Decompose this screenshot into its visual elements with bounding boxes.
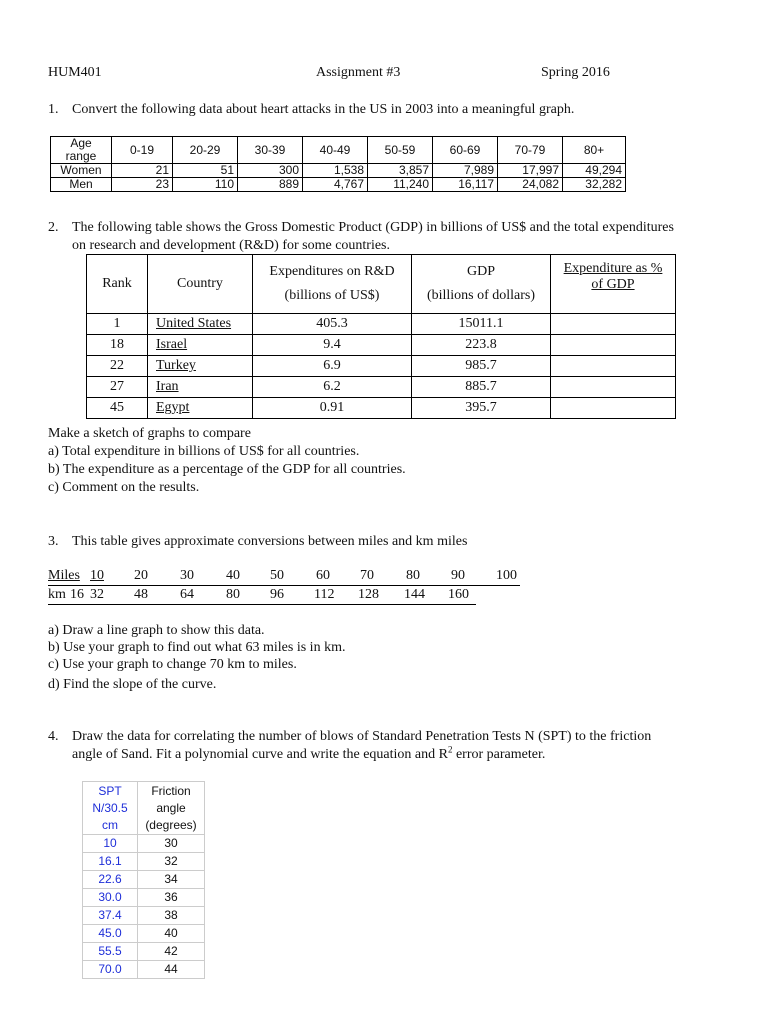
miles-value: 60 <box>316 568 330 583</box>
term: Spring 2016 <box>541 65 610 80</box>
header-age-8: 80+ <box>563 137 626 164</box>
friction-cell: 30 <box>138 835 205 853</box>
pct-gdp-cell <box>551 335 676 356</box>
miles-value: 100 <box>496 568 517 583</box>
friction-cell: 38 <box>138 907 205 925</box>
table-cell: 3,857 <box>368 164 433 178</box>
col-rank: Rank <box>87 255 148 314</box>
heart-attack-table <box>50 136 626 192</box>
spt-cell: 37.4 <box>83 907 138 925</box>
spt-friction-table <box>82 781 205 979</box>
miles-value: 20 <box>134 568 148 583</box>
spt-cell: 55.5 <box>83 943 138 961</box>
table-row <box>83 907 205 925</box>
q3-item-c: c) Use your graph to change 70 km to miles. <box>48 657 297 672</box>
expenditure-cell: 6.2 <box>253 377 412 398</box>
miles-km-table <box>48 567 520 605</box>
spt-cell: 16.1 <box>83 853 138 871</box>
q4-line1: Draw the data for correlating the number of blows of Standard Penetration Tests N (SPT) to the friction <box>72 729 652 744</box>
miles-label: Miles <box>48 568 80 583</box>
table-cell: 17,997 <box>498 164 563 178</box>
table-cell: 1,538 <box>303 164 368 178</box>
country-name: United States <box>156 316 232 331</box>
country-cell <box>148 335 253 356</box>
expenditure-cell: 6.9 <box>253 356 412 377</box>
table-row <box>87 398 676 419</box>
country-name: Turkey <box>156 358 196 373</box>
q3-text: This table gives approximate conversions between miles and km miles <box>72 534 468 549</box>
country-name: Egypt <box>156 400 190 415</box>
miles-value: 70 <box>360 568 374 583</box>
q2-line2: on research and development (R&D) for some countries. <box>72 238 391 253</box>
miles-value: 30 <box>180 568 194 583</box>
q3-number: 3. <box>48 534 59 549</box>
km-value: 160 <box>448 587 469 602</box>
km-value: 96 <box>270 587 284 602</box>
table-cell: 889 <box>238 178 303 192</box>
table-row <box>87 356 676 377</box>
q3-item-b: b) Use your graph to find out what 63 miles is in km. <box>48 640 346 655</box>
header-friction: Friction angle (degrees) <box>138 782 205 835</box>
header-age-6: 60-69 <box>433 137 498 164</box>
spt-cell: 30.0 <box>83 889 138 907</box>
header-age-7: 70-79 <box>498 137 563 164</box>
header-age-1: 0-19 <box>112 137 173 164</box>
header-spt: SPT N/30.5 cm <box>83 782 138 835</box>
rank-cell: 22 <box>87 356 148 377</box>
course-code: HUM401 <box>48 65 102 80</box>
gdp-cell: 395.7 <box>412 398 551 419</box>
friction-cell: 36 <box>138 889 205 907</box>
km-value: 16 <box>70 587 84 602</box>
table-row <box>83 871 205 889</box>
table-row <box>83 961 205 979</box>
km-value: 80 <box>226 587 240 602</box>
miles-value: 90 <box>451 568 465 583</box>
header-age-3: 30-39 <box>238 137 303 164</box>
table-cell: 32,282 <box>563 178 626 192</box>
rank-cell: 1 <box>87 314 148 335</box>
miles-row <box>48 567 520 586</box>
q3-item-a: a) Draw a line graph to show this data. <box>48 623 265 638</box>
col-pct-gdp: Expenditure as % of GDP <box>551 255 676 314</box>
table-cell: 24,082 <box>498 178 563 192</box>
expenditure-cell: 405.3 <box>253 314 412 335</box>
header-age-2: 20-29 <box>173 137 238 164</box>
table-cell: 300 <box>238 164 303 178</box>
gdp-cell: 985.7 <box>412 356 551 377</box>
km-value: 32 <box>90 587 104 602</box>
km-value: 48 <box>134 587 148 602</box>
rank-cell: 27 <box>87 377 148 398</box>
friction-cell: 44 <box>138 961 205 979</box>
country-name: Iran <box>156 379 179 394</box>
km-value: 112 <box>314 587 335 602</box>
pct-gdp-cell <box>551 377 676 398</box>
table-row <box>87 314 676 335</box>
table-cell: 23 <box>112 178 173 192</box>
table-cell: 4,767 <box>303 178 368 192</box>
rank-cell: 18 <box>87 335 148 356</box>
expenditure-cell: 9.4 <box>253 335 412 356</box>
header-age-range: Age range <box>51 137 112 164</box>
table-cell: 11,240 <box>368 178 433 192</box>
col-gdp: GDP (billions of dollars) <box>412 255 551 314</box>
spt-cell: 70.0 <box>83 961 138 979</box>
km-label: km <box>48 587 66 602</box>
gdp-table <box>86 254 676 419</box>
country-cell <box>148 356 253 377</box>
friction-cell: 34 <box>138 871 205 889</box>
table-cell: 21 <box>112 164 173 178</box>
pct-gdp-cell <box>551 356 676 377</box>
q2-item-b: b) The expenditure as a percentage of the GDP for all countries. <box>48 462 406 477</box>
km-value: 64 <box>180 587 194 602</box>
table-cell: 110 <box>173 178 238 192</box>
q3-item-d: d) Find the slope of the curve. <box>48 677 217 692</box>
miles-value: 50 <box>270 568 284 583</box>
q4-line2: angle of Sand. Fit a polynomial curve and write the equation and $R^2$ error parameter. <box>72 744 546 762</box>
header-age-5: 50-59 <box>368 137 433 164</box>
col-expenditure: Expenditures on R&D (billions of US$) <box>253 255 412 314</box>
q2-intro: Make a sketch of graphs to compare <box>48 426 251 441</box>
spt-cell: 10 <box>83 835 138 853</box>
rank-cell: 45 <box>87 398 148 419</box>
table-cell: 51 <box>173 164 238 178</box>
friction-cell: 42 <box>138 943 205 961</box>
table-cell: 7,989 <box>433 164 498 178</box>
row-label: Women <box>51 164 112 178</box>
col-country: Country <box>148 255 253 314</box>
gdp-cell: 223.8 <box>412 335 551 356</box>
q1-number: 1. <box>48 102 59 117</box>
q1-text: Convert the following data about heart attacks in the US in 2003 into a meaningful graph. <box>72 102 575 117</box>
table-row <box>87 335 676 356</box>
table-row <box>83 835 205 853</box>
gdp-cell: 885.7 <box>412 377 551 398</box>
table-row <box>83 943 205 961</box>
country-name: Israel <box>156 337 188 352</box>
table-row <box>87 377 676 398</box>
q2-line1: The following table shows the Gross Domestic Product (GDP) in billions of US$ and the total expenditures <box>72 220 674 235</box>
friction-cell: 40 <box>138 925 205 943</box>
row-label: Men <box>51 178 112 192</box>
q2-number: 2. <box>48 220 59 235</box>
gdp-cell: 15011.1 <box>412 314 551 335</box>
friction-cell: 32 <box>138 853 205 871</box>
country-cell <box>148 377 253 398</box>
km-value: 144 <box>404 587 425 602</box>
country-cell <box>148 314 253 335</box>
country-cell <box>148 398 253 419</box>
miles-value: 10 <box>90 568 104 583</box>
table-cell: 16,117 <box>433 178 498 192</box>
spt-cell: 22.6 <box>83 871 138 889</box>
q2-item-a: a) Total expenditure in billions of US$ for all countries. <box>48 444 360 459</box>
spt-cell: 45.0 <box>83 925 138 943</box>
pct-gdp-cell <box>551 398 676 419</box>
pct-gdp-cell <box>551 314 676 335</box>
table-cell: 49,294 <box>563 164 626 178</box>
header-age-4: 40-49 <box>303 137 368 164</box>
expenditure-cell: 0.91 <box>253 398 412 419</box>
q2-item-c: c) Comment on the results. <box>48 480 200 495</box>
table-row <box>83 853 205 871</box>
table-row <box>83 925 205 943</box>
assignment-title: Assignment #3 <box>316 65 401 80</box>
km-value: 128 <box>358 587 379 602</box>
km-row <box>48 586 476 605</box>
miles-value: 40 <box>226 568 240 583</box>
miles-value: 80 <box>406 568 420 583</box>
q4-number: 4. <box>48 729 59 744</box>
table-row <box>83 889 205 907</box>
